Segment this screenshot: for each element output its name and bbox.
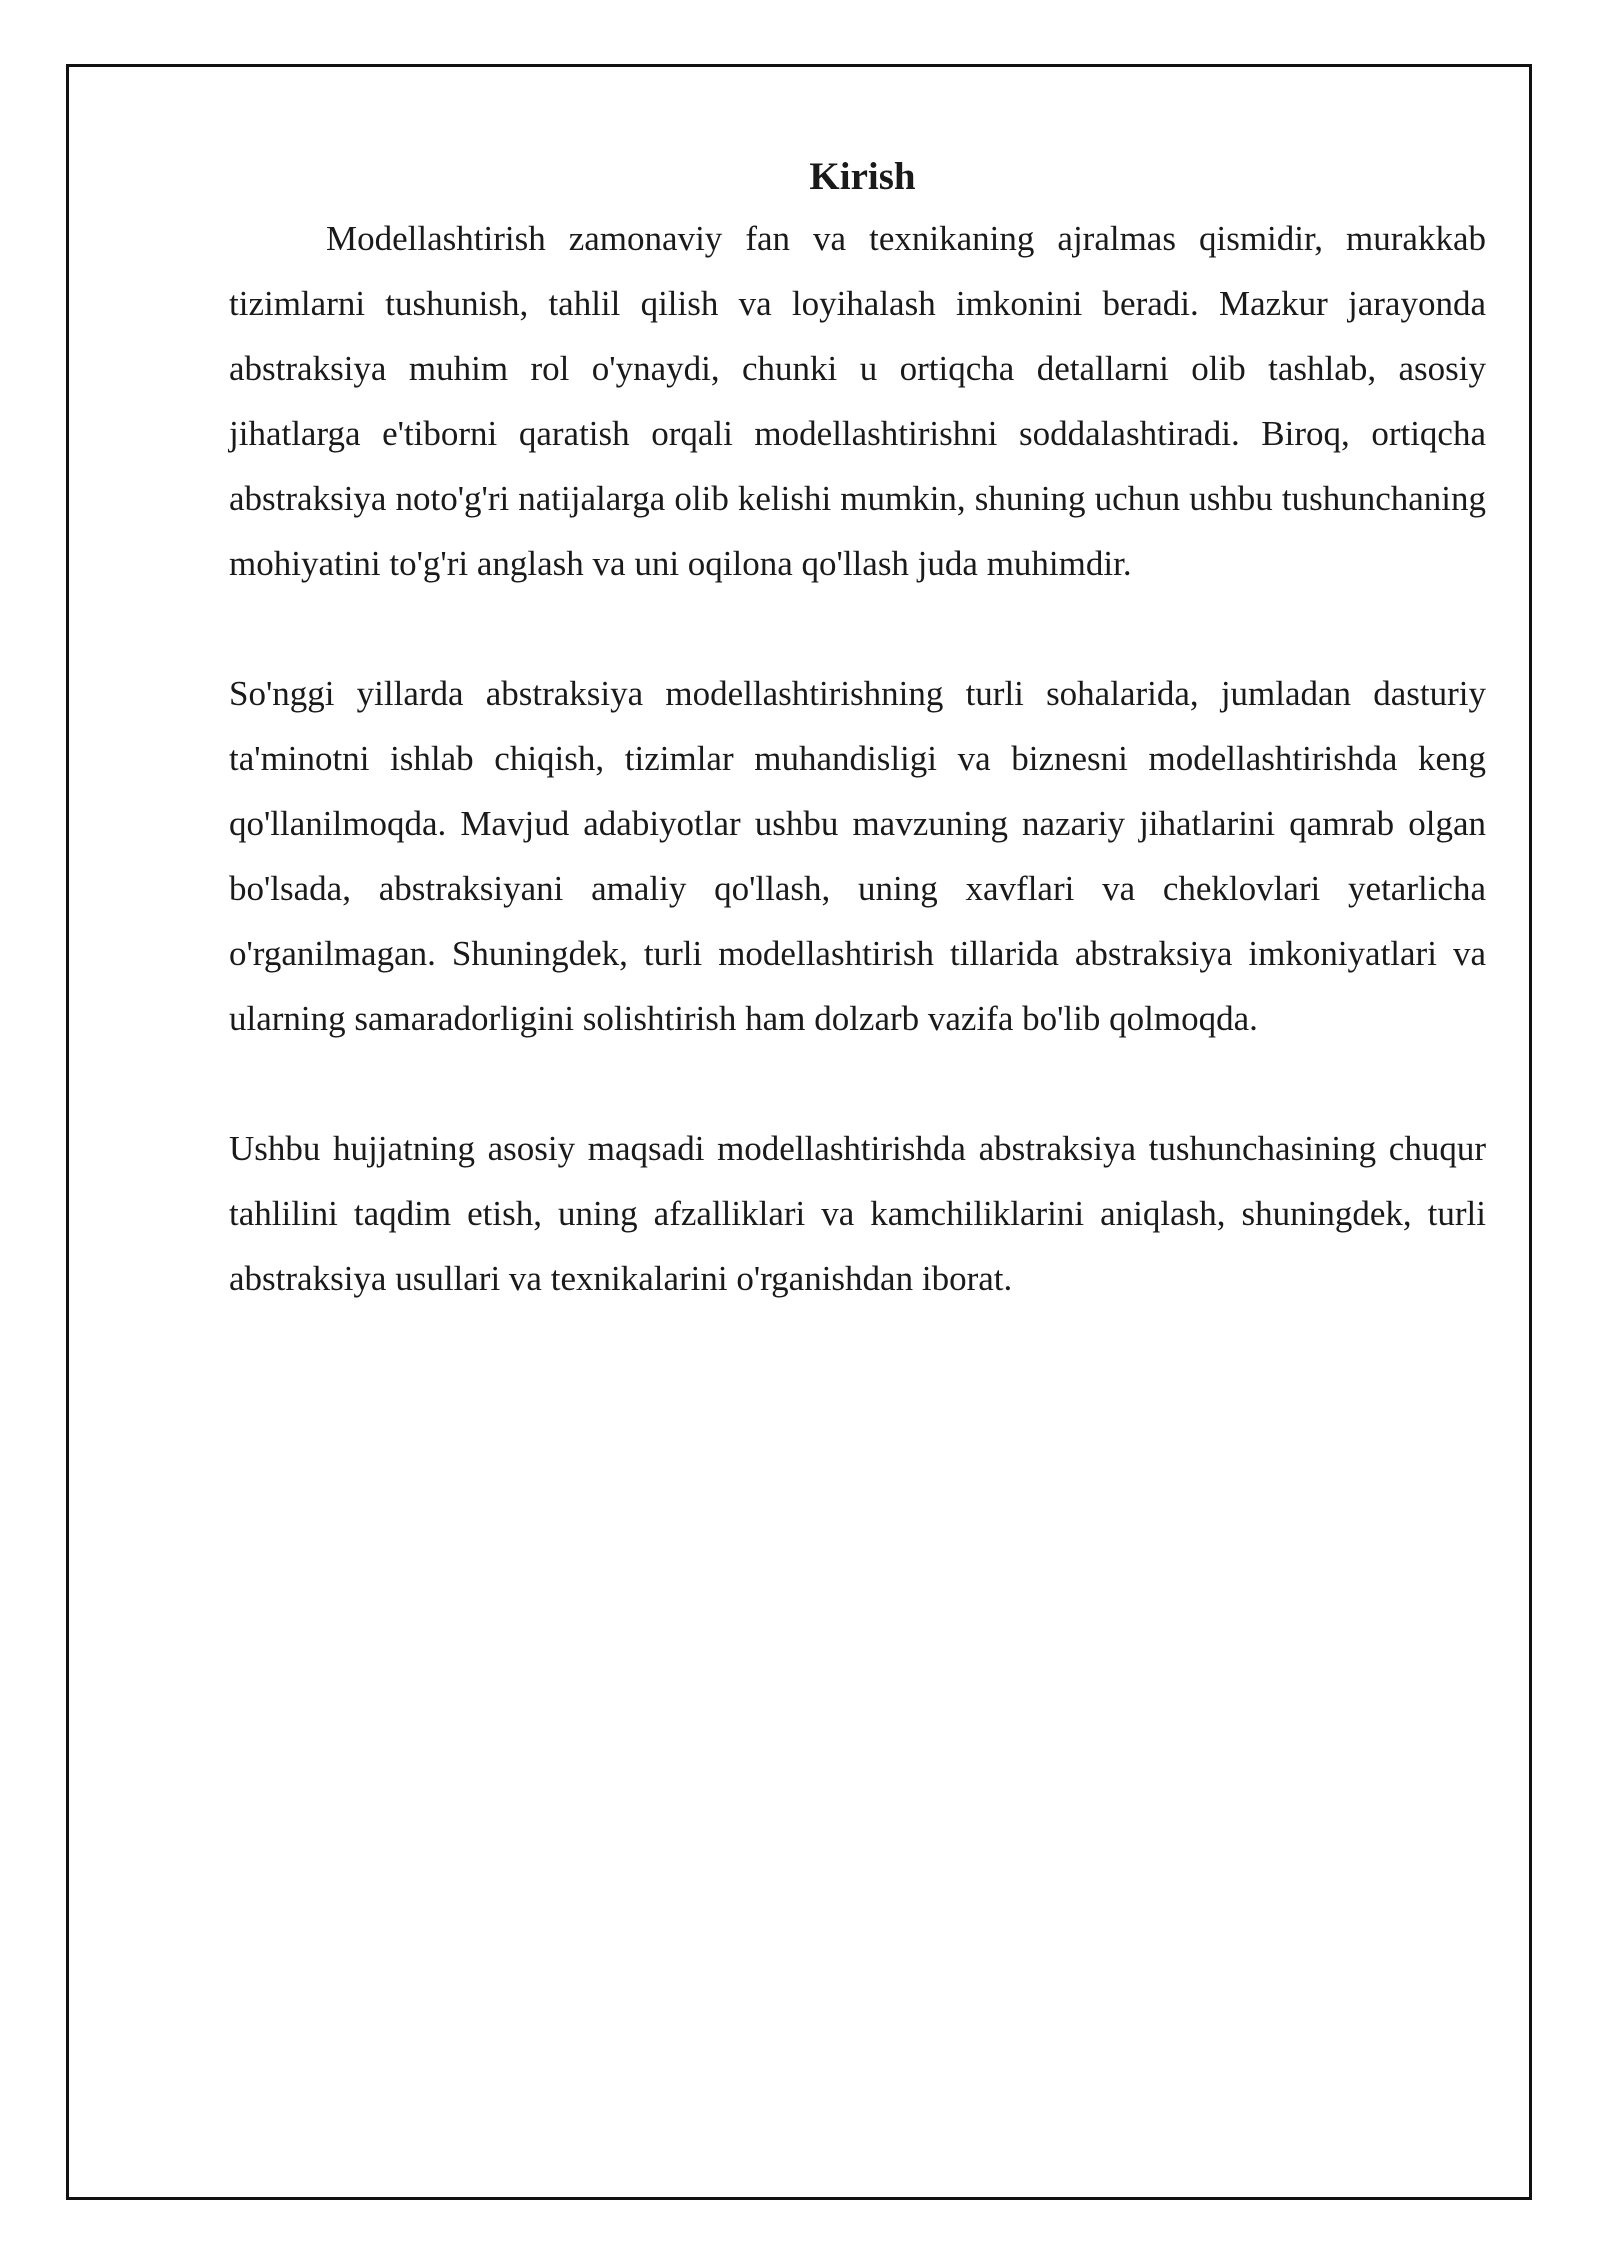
paragraph-gap bbox=[229, 596, 1486, 661]
document-body bbox=[229, 148, 1486, 1311]
paragraph-3: Ushbu hujjatning asosiy maqsadi modellashtirishda abstraksiya tushunchasining chuqur tahlilini taqdim etish, uning afzalliklari va kamchiliklarini aniqlash, shuningdek, turli abstraksiya usullari va texnikalarini o'rganishdan iborat. bbox=[229, 1129, 1486, 1298]
paragraph-2: So'nggi yillarda abstraksiya modellashtirishning turli sohalarida, jumladan dasturiy ta'minotni ishlab chiqish, tizimlar muhandisligi va biznesni modellashtirishda keng qo'llanilmoqda. Mavjud adabiyotlar ushbu mavzuning nazariy jihatlarini qamrab olgan bo'lsada, abstraksiyani amaliy qo'llash, uning xavflari va cheklovlari yetarlicha o'rganilmagan. Shuningdek, turli modellashtirish tillarida abstraksiya imkoniyatlari va ularning samaradorligini solishtirish ham dolzarb vazifa bo'lib qolmoqda. bbox=[229, 674, 1486, 1038]
document-title: Kirish bbox=[809, 155, 916, 198]
paragraph-gap bbox=[229, 1051, 1486, 1116]
paragraph-1: Modellashtirish zamonaviy fan va texnikaning ajralmas qismidir, murakkab tizimlarni tushunish, tahlil qilish va loyihalash imkonini beradi. Mazkur jarayonda abstraksiya muhim rol o'ynaydi, chunki u ortiqcha detallarni olib tashlab, asosiy jihatlarga e'tiborni qaratish orqali modellashtirishni soddalashtiradi. Biroq, ortiqcha abstraksiya noto'g'ri natijalarga olib kelishi mumkin, shuning uchun ushbu tushunchaning mohiyatini to'g'ri anglash va uni oqilona qo'llash juda muhimdir. bbox=[229, 219, 1486, 583]
